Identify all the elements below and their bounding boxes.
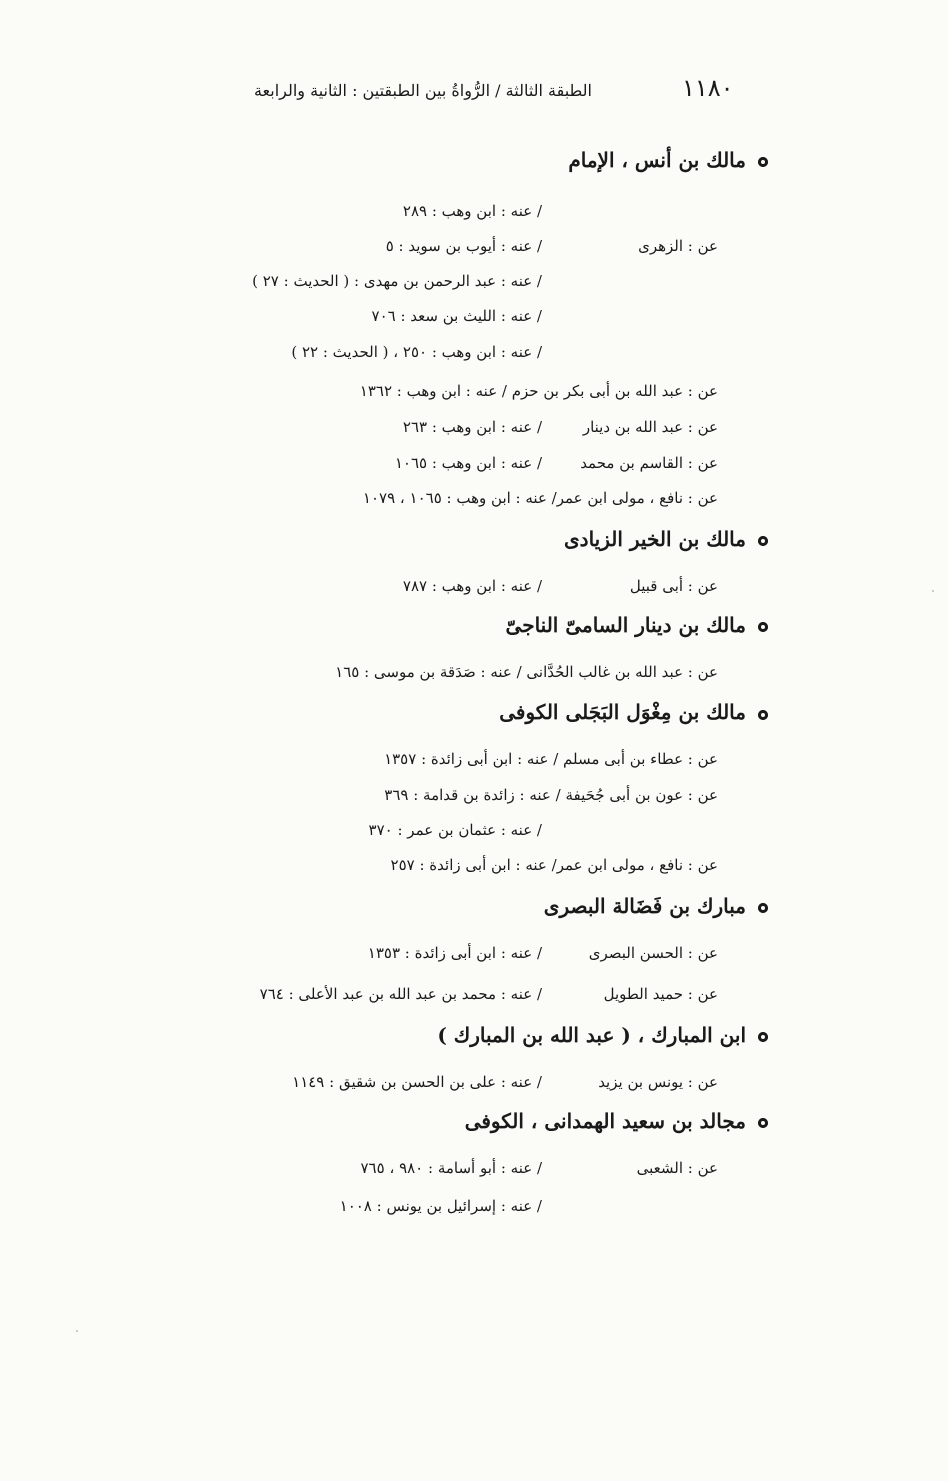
chain-line: عن : عبد الله بن أبى بكر بن حزم / عنه : ابن وهب : ١٣٦٢ xyxy=(359,382,718,400)
source-line: عن : الشعبى xyxy=(636,1159,718,1177)
source-line: عن : الحسن البصرى xyxy=(588,944,718,962)
narrator-name: مالك بن الخير الزيادى xyxy=(564,527,746,551)
page-number: ١١٨٠ xyxy=(682,74,734,102)
chain-line: عن : نافع ، مولى ابن عمر/ عنه : ابن أبى زائدة : ٢٥٧ xyxy=(390,856,718,874)
source-line: عن : الزهرى xyxy=(638,237,718,255)
transmitter-line: / عنه : عثمان بن عمر : ٣٧٠ xyxy=(368,821,542,839)
narrator-name: مجالد بن سعيد الهمدانى ، الكوفى xyxy=(464,1109,746,1133)
entry-bullet-icon xyxy=(758,536,768,546)
scan-speck xyxy=(932,590,934,592)
narrator-name: مالك بن مِغْوَل البَجَلى الكوفى xyxy=(499,700,746,724)
entry-bullet-icon xyxy=(758,622,768,632)
entry-bullet-icon xyxy=(758,1118,768,1128)
source-line: عن : أبى قبيل xyxy=(629,577,718,595)
narrator-name: مالك بن دينار السامىّ الناجىّ xyxy=(505,613,746,637)
entry-bullet-icon xyxy=(758,710,768,720)
transmitter-line: / عنه : ابن وهب : ١٠٦٥ xyxy=(394,454,542,472)
entry-bullet-icon xyxy=(758,903,768,913)
narrator-name: مبارك بن فَضَالة البصرى xyxy=(543,894,746,918)
chain-line: عن : عبد الله بن غالب الحُدَّانى / عنه : صَدَقة بن موسى : ١٦٥ xyxy=(335,663,718,681)
transmitter-line: / عنه : ابن أبى زائدة : ١٣٥٣ xyxy=(367,944,542,962)
running-header: الطبقة الثالثة / الرُّواةُ بين الطبقتين : الثانية والرابعة xyxy=(253,81,592,100)
chain-line: عن : عطاء بن أبى مسلم / عنه : ابن أبى زائدة : ١٣٥٧ xyxy=(384,750,718,768)
transmitter-line: / عنه : ابن وهب : ٧٨٧ xyxy=(402,577,542,595)
source-line: عن : القاسم بن محمد xyxy=(580,454,718,472)
chain-line: عن : عون بن أبى جُحَيفة / عنه : زائدة بن قدامة : ٣٦٩ xyxy=(384,786,718,804)
source-line: عن : يونس بن يزيد xyxy=(598,1073,718,1091)
transmitter-line: / عنه : ابن وهب : ٢٨٩ xyxy=(402,202,542,220)
transmitter-line: / عنه : ابن وهب : ٢٥٠ ، ( الحديث : ٢٢ ) xyxy=(291,343,542,361)
transmitter-line: / عنه : على بن الحسن بن شقيق : ١١٤٩ xyxy=(292,1073,542,1091)
source-line: عن : حميد الطويل xyxy=(603,985,718,1003)
transmitter-line: / عنه : عبد الرحمن بن مهدى : ( الحديث : ٢٧ ) xyxy=(252,272,542,290)
transmitter-line: / عنه : أبو أسامة : ٩٨٠ ، ٧٦٥ xyxy=(360,1159,542,1177)
transmitter-line: / عنه : أيوب بن سويد : ٥ xyxy=(385,237,542,255)
narrator-name: مالك بن أنس ، الإمام xyxy=(568,148,746,172)
entry-bullet-icon xyxy=(758,157,768,167)
transmitter-line: / عنه : ابن وهب : ٢٦٣ xyxy=(402,418,542,436)
source-line: عن : عبد الله بن دينار xyxy=(582,418,718,436)
transmitter-line: / عنه : الليث بن سعد : ٧٠٦ xyxy=(371,307,542,325)
entry-bullet-icon xyxy=(758,1032,768,1042)
scan-speck xyxy=(76,1330,78,1332)
narrator-name: ابن المبارك ، ( عبد الله بن المبارك ) xyxy=(437,1023,746,1047)
chain-line: عن : نافع ، مولى ابن عمر/ عنه : ابن وهب : ١٠٦٥ ، ١٠٧٩ xyxy=(362,489,718,507)
transmitter-line: / عنه : محمد بن عبد الله بن عبد الأعلى : ٧٦٤ xyxy=(259,985,542,1003)
transmitter-line: / عنه : إسرائيل بن يونس : ١٠٠٨ xyxy=(339,1197,542,1215)
